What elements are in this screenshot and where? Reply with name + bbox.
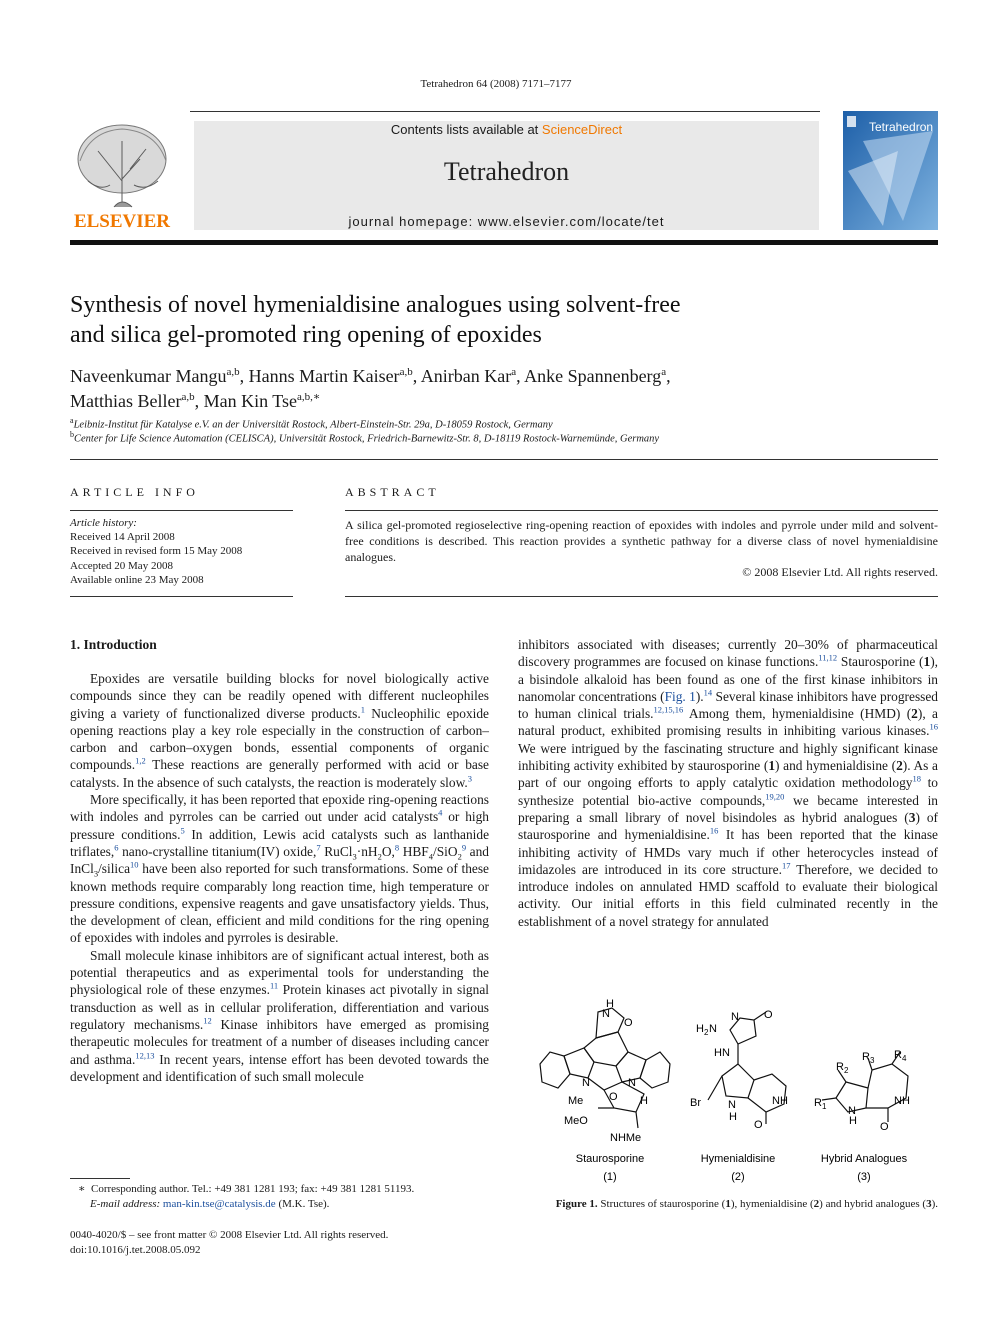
text-run: ) and hybrid analogues (: [819, 1198, 927, 1210]
doi-line[interactable]: doi:10.1016/j.tet.2008.05.092: [70, 1244, 201, 1256]
atom-label: N: [731, 1011, 739, 1023]
history-revised: Received in revised form 15 May 2008: [70, 545, 243, 558]
elsevier-logo[interactable]: [70, 121, 174, 231]
journal-citation: Tetrahedron 64 (2008) 7171–7177: [420, 78, 572, 90]
journal-cover-image[interactable]: [843, 111, 938, 230]
author-affiliation-mark: a: [661, 366, 667, 378]
text-run: ), a natural product, exhibited promising results in inhibiting various kinases.: [518, 706, 939, 739]
contents-line: [194, 122, 819, 137]
figure-ref-link[interactable]: Fig. 1: [664, 688, 696, 704]
atom-label: H: [729, 1111, 737, 1123]
article-info-bottom-rule: [70, 596, 293, 597]
author[interactable]: Hanns Martin Kaiser: [248, 366, 400, 386]
caption-label: Figure 1.: [555, 1198, 598, 1210]
text-run: ) and hymenialdisine (: [775, 758, 897, 774]
atom-label: NH: [772, 1095, 788, 1107]
ref-link[interactable]: 17: [781, 860, 791, 871]
text-run: More specifically, it has been reported that epoxide ring-opening reactions with indoles and pyrroles can be carried out under acid catalysts: [70, 792, 489, 825]
history-label: Article history:: [70, 517, 137, 529]
atom-label-subscript: 3: [870, 1056, 875, 1065]
affiliation-mark: a: [70, 416, 74, 425]
atom-label-subscript: 1: [822, 1102, 827, 1111]
text-run: In addition, Lewis acid catalysts such as lanthanide triflates,: [70, 826, 490, 859]
abstract-copyright: © 2008 Elsevier Ltd. All rights reserved.: [742, 565, 938, 579]
atom-label: O: [754, 1119, 763, 1131]
text-run: ).: [931, 1198, 938, 1210]
compound-number: 1: [768, 758, 776, 774]
intro-paragraph-2: [70, 791, 489, 947]
structure-number: (1): [603, 1171, 617, 1183]
text-run: In recent years, intense effort has been devoted towards the development and identification of such small molecule: [70, 1051, 489, 1084]
ref-link[interactable]: 16: [929, 722, 938, 733]
text-run: ).: [695, 688, 704, 704]
atom-label: O: [764, 1009, 773, 1021]
author[interactable]: Naveenkumar Mangu: [70, 366, 227, 386]
text-run: Epoxides are versatile building blocks for novel biologically active compounds since they can be readily opened with different nucleophiles giving a variety of functionalized diverse products.: [70, 671, 489, 721]
author[interactable]: Anke Spannenberg: [524, 366, 662, 386]
subscript: 2: [377, 851, 382, 862]
footnote-rule: [70, 1178, 130, 1179]
history-online: Available online 23 May 2008: [70, 573, 204, 586]
structure-name: Hymenialdisine: [700, 1153, 776, 1165]
left-column: [70, 670, 489, 1085]
atom-label: N: [602, 1008, 610, 1020]
compound-number: 2: [911, 706, 918, 722]
text-run: inhibitors associated with diseases; currently 20–30% of pharmaceutical discovery programmes are focused on kinase functions.: [518, 637, 938, 670]
atom-label-subscript: 2: [704, 1028, 709, 1037]
abstract-bottom-rule: [345, 596, 938, 597]
text-run: HBF: [399, 843, 429, 859]
atom-label: R: [836, 1061, 844, 1073]
compound-number: 1: [725, 1198, 731, 1210]
author-affiliation-mark: a: [511, 366, 517, 378]
author-affiliation-mark: a,b: [399, 366, 413, 378]
structure-number: (2): [731, 1171, 745, 1183]
journal-title: Tetrahedron: [443, 157, 570, 186]
text-run: Small molecule kinase inhibitors are of significant actual interest, both as potential therapeutics and as experimental tools for understanding the physiological role of these enzymes.: [70, 947, 489, 998]
journal-homepage-link[interactable]: journal homepage: www.elsevier.com/locate/tet: [348, 214, 665, 229]
text-run: Structures of staurosporine (: [597, 1198, 726, 1210]
hymenialdisine-structure: [708, 1012, 786, 1124]
ref-link[interactable]: 9: [461, 842, 467, 853]
subscript: 2: [457, 851, 462, 862]
atom-label: N: [848, 1105, 856, 1117]
footnote-text: Corresponding author. Tel.: +49 381 1281 193; fax: +49 381 1281 51193.: [90, 1183, 415, 1195]
text-run: Several kinase inhibitors have progressed to human clinical trials.: [518, 688, 939, 722]
text-run: We were intrigued by the fascinating structure and highly significant kinase inhibiting activity exhibited by staurosporine (: [518, 740, 938, 774]
atom-label: N: [709, 1023, 717, 1035]
ref-link[interactable]: 3: [467, 773, 472, 784]
text-run: nano-crystalline titanium(IV) oxide,: [118, 843, 317, 859]
affiliation-b: [70, 430, 938, 445]
title-line-1: Synthesis of novel hymenialdisine analogues using solvent-free: [70, 292, 681, 318]
ref-link[interactable]: 12,13: [135, 1050, 155, 1061]
compound-number: 1: [923, 654, 931, 670]
compound-number: 2: [896, 758, 903, 774]
text-run: Staurosporine (: [837, 654, 924, 670]
text-run: ) of staurosporine and hymenialdisine.: [518, 809, 938, 843]
compound-number: 2: [813, 1198, 820, 1210]
email-label: E-mail address:: [90, 1198, 161, 1210]
structure-name: Hybrid Analogues: [820, 1153, 908, 1165]
ref-link[interactable]: 1: [360, 704, 365, 715]
figure-1[interactable]: [518, 990, 938, 1190]
author-separator: ,: [516, 366, 525, 386]
contents-prefix: Contents lists available at: [390, 122, 542, 137]
history-accepted: Accepted 20 May 2008: [70, 559, 173, 572]
affiliation-a: [70, 416, 938, 431]
ref-link[interactable]: 12: [203, 1015, 212, 1026]
atom-label: HN: [714, 1047, 730, 1059]
author[interactable]: Man Kin Tse: [203, 391, 298, 411]
abstract-text: A silica gel-promoted regioselective ring-opening reaction of epoxides with indoles and pyrrole under mild and solvent-free conditions is described. This reaction provides a synthetic pathway for a diverse class of novel hymenialdisine analogues.: [345, 518, 938, 564]
atom-label: O: [624, 1017, 633, 1029]
ref-link[interactable]: 12,15,16: [653, 704, 684, 715]
author-separator: ,: [412, 366, 421, 386]
ref-link[interactable]: 11: [269, 980, 279, 991]
text-run: or high pressure conditions.: [70, 809, 489, 842]
article-history: [70, 516, 295, 587]
subscript: 3: [352, 851, 357, 862]
compound-number: 3: [908, 809, 916, 825]
elsevier-tree-icon: [70, 121, 174, 231]
compound-number: 3: [926, 1198, 932, 1210]
article-info-heading: ARTICLE INFO: [70, 485, 199, 499]
author-separator: ,: [666, 366, 671, 386]
atom-label: N: [728, 1099, 736, 1111]
atom-label-subscript: 2: [844, 1066, 849, 1075]
abstract-rule: [345, 510, 938, 511]
abstract-heading: ABSTRACT: [345, 485, 440, 499]
atom-label: H: [696, 1023, 704, 1035]
ref-link[interactable]: 6: [114, 842, 119, 853]
text-run: to synthesize potential bio-active compounds,: [518, 775, 938, 808]
right-column: [518, 636, 938, 930]
email-note: [90, 1197, 510, 1212]
right-column-paragraph: [518, 636, 938, 930]
atom-label: H: [606, 998, 614, 1010]
atom-label: NH: [894, 1095, 910, 1107]
text-run: Among them, hymenialdisine (HMD) (: [683, 706, 912, 722]
text-run: have been also reported for such transformations. Some of these known methods require comparably long reaction time, high temperature or pressure conditions, expensive reagents and gave unsatisfactory yields. Thus, the development of clean, efficient and mild conditions for the ring opening of epoxides with indoles and pyrroles is desirable.: [70, 861, 489, 946]
affiliation-mark: b: [70, 430, 74, 439]
author-separator: ,: [239, 366, 249, 386]
atom-label: Br: [690, 1097, 701, 1109]
text-run: Kinase inhibitors have emerged as promising therapeutic molecules for treatment of a number of diseases including cancer and asthma.: [70, 1016, 489, 1067]
elsevier-wordmark: ELSEVIER: [73, 211, 171, 231]
text-run: O,: [381, 843, 395, 859]
atom-label: NHMe: [610, 1132, 642, 1144]
atom-label: O: [880, 1121, 889, 1133]
atom-label: O: [609, 1091, 618, 1103]
title-line-2: and silica gel-promoted ring opening of epoxides: [70, 322, 542, 348]
text-run: It has been reported that the kinase inhibiting activity of HMDs vary much if other heterocycles instead of imidazoles are introduced in its core structure.: [518, 827, 939, 877]
ref-link[interactable]: 11,12: [818, 652, 838, 663]
subscript: 4: [428, 851, 433, 862]
text-run: ). As a part of our ongoing efforts to apply catalytic oxidation methodology: [518, 758, 938, 791]
author[interactable]: Anirban Kar: [420, 366, 512, 386]
subscript: 3: [93, 868, 99, 879]
text-run: ·nH: [356, 843, 378, 859]
ref-link[interactable]: 16: [709, 825, 719, 836]
ref-link[interactable]: 18: [912, 773, 921, 784]
atom-label: Me: [568, 1095, 584, 1107]
author-affiliation-mark: a,b,∗: [297, 391, 321, 403]
ref-link[interactable]: 1,2: [135, 756, 146, 767]
email-suffix: (M.K. Tse).: [275, 1198, 330, 1210]
atom-label-subscript: 4: [902, 1054, 907, 1063]
text-run: we became interested in preparing a small library of novel bisindoles as hybrid analogues (: [518, 792, 938, 825]
atom-label: R: [814, 1097, 822, 1109]
text-run: ), a bisindole alkaloid has been found as one of the first kinase inhibitors in nanomolar concentrations (: [518, 654, 938, 704]
author-affiliation-mark: a,b: [181, 391, 195, 403]
article-info-rule: [70, 510, 293, 511]
atom-label: H: [849, 1115, 857, 1127]
text-run: RuCl: [320, 843, 353, 859]
atom-label: R: [894, 1049, 902, 1061]
history-received: Received 14 April 2008: [70, 531, 175, 544]
author-affiliation-mark: a,b: [226, 366, 240, 378]
intro-paragraph-1: [70, 670, 489, 791]
atom-label: H: [640, 1095, 648, 1107]
text-run: These reactions are generally performed with acid or base catalysts. In the absence of such catalysts, the reaction is moderately slow.: [70, 757, 489, 790]
text-run: ), hymenialdisine (: [730, 1198, 814, 1210]
sciencedirect-link[interactable]: ScienceDirect: [541, 122, 623, 137]
atom-label: R: [862, 1051, 870, 1063]
ref-link[interactable]: 19,20: [765, 791, 785, 802]
ref-link[interactable]: 10: [130, 859, 139, 870]
ref-link[interactable]: 4: [438, 807, 443, 818]
atom-label: N: [582, 1077, 590, 1089]
author[interactable]: Matthias Beller: [70, 391, 182, 411]
header-thick-rule: [70, 240, 938, 245]
affiliation-text: Leibniz-Institut für Katalyse e.V. an der Universität Rostock, Albert-Einstein-Str. 29a, D-18059 Rostock, Germany: [73, 419, 553, 431]
atom-label: N: [628, 1077, 636, 1089]
email-link[interactable]: man-kin.tse@catalysis.de: [162, 1198, 276, 1210]
ref-link[interactable]: 14: [703, 687, 713, 698]
author-list: [70, 362, 930, 412]
issn-line: 0040-4020/$ – see front matter © 2008 Elsevier Ltd. All rights reserved.: [70, 1229, 389, 1241]
text-run: /silica: [98, 861, 131, 877]
text-run: and InCl: [70, 843, 489, 877]
ref-link[interactable]: 7: [316, 842, 321, 853]
cover-title: Tetrahedron: [869, 120, 934, 134]
staurosporine-structure: [540, 1008, 670, 1128]
text-run: /SiO: [433, 843, 458, 859]
author-separator: ,: [194, 391, 204, 411]
header-rule: [190, 111, 820, 112]
text-run: Therefore, we decided to introduce indoles on annulated HMD scaffold to evaluate their biological activity. Our initial efforts in this field culminated recently in the establishment of a novel strategy for annulated: [518, 861, 938, 929]
text-run: Protein kinases act pivotally in signal transduction as well as in cellular proliferation, differentiation and various regulatory mechanisms.: [70, 982, 489, 1032]
atom-label: MeO: [564, 1115, 588, 1127]
corresponding-author-note: [78, 1182, 498, 1197]
structure-number: (3): [857, 1171, 871, 1183]
affiliation-rule: [70, 459, 938, 460]
footnote-star: ∗: [78, 1183, 86, 1195]
section-heading-introduction: 1. Introduction: [70, 637, 157, 652]
article-title: [70, 290, 890, 350]
ref-link[interactable]: 5: [180, 825, 185, 836]
text-run: Nucleophilic epoxide opening reactions play a key role especially in the construction of carbon–carbon and carbon–oxygen bonds, essential components of organic compounds.: [70, 705, 489, 773]
intro-paragraph-3: [70, 947, 489, 1085]
structure-name: Staurosporine: [575, 1153, 645, 1165]
ref-link[interactable]: 8: [394, 842, 400, 853]
figure-1-caption: [518, 1198, 938, 1210]
affiliation-text: Center for Life Science Automation (CELISCA), Universität Rostock, Friedrich-Barnewitz-Str. 8, D-18119 Rostock-Warnemünde, Germany: [74, 433, 660, 445]
